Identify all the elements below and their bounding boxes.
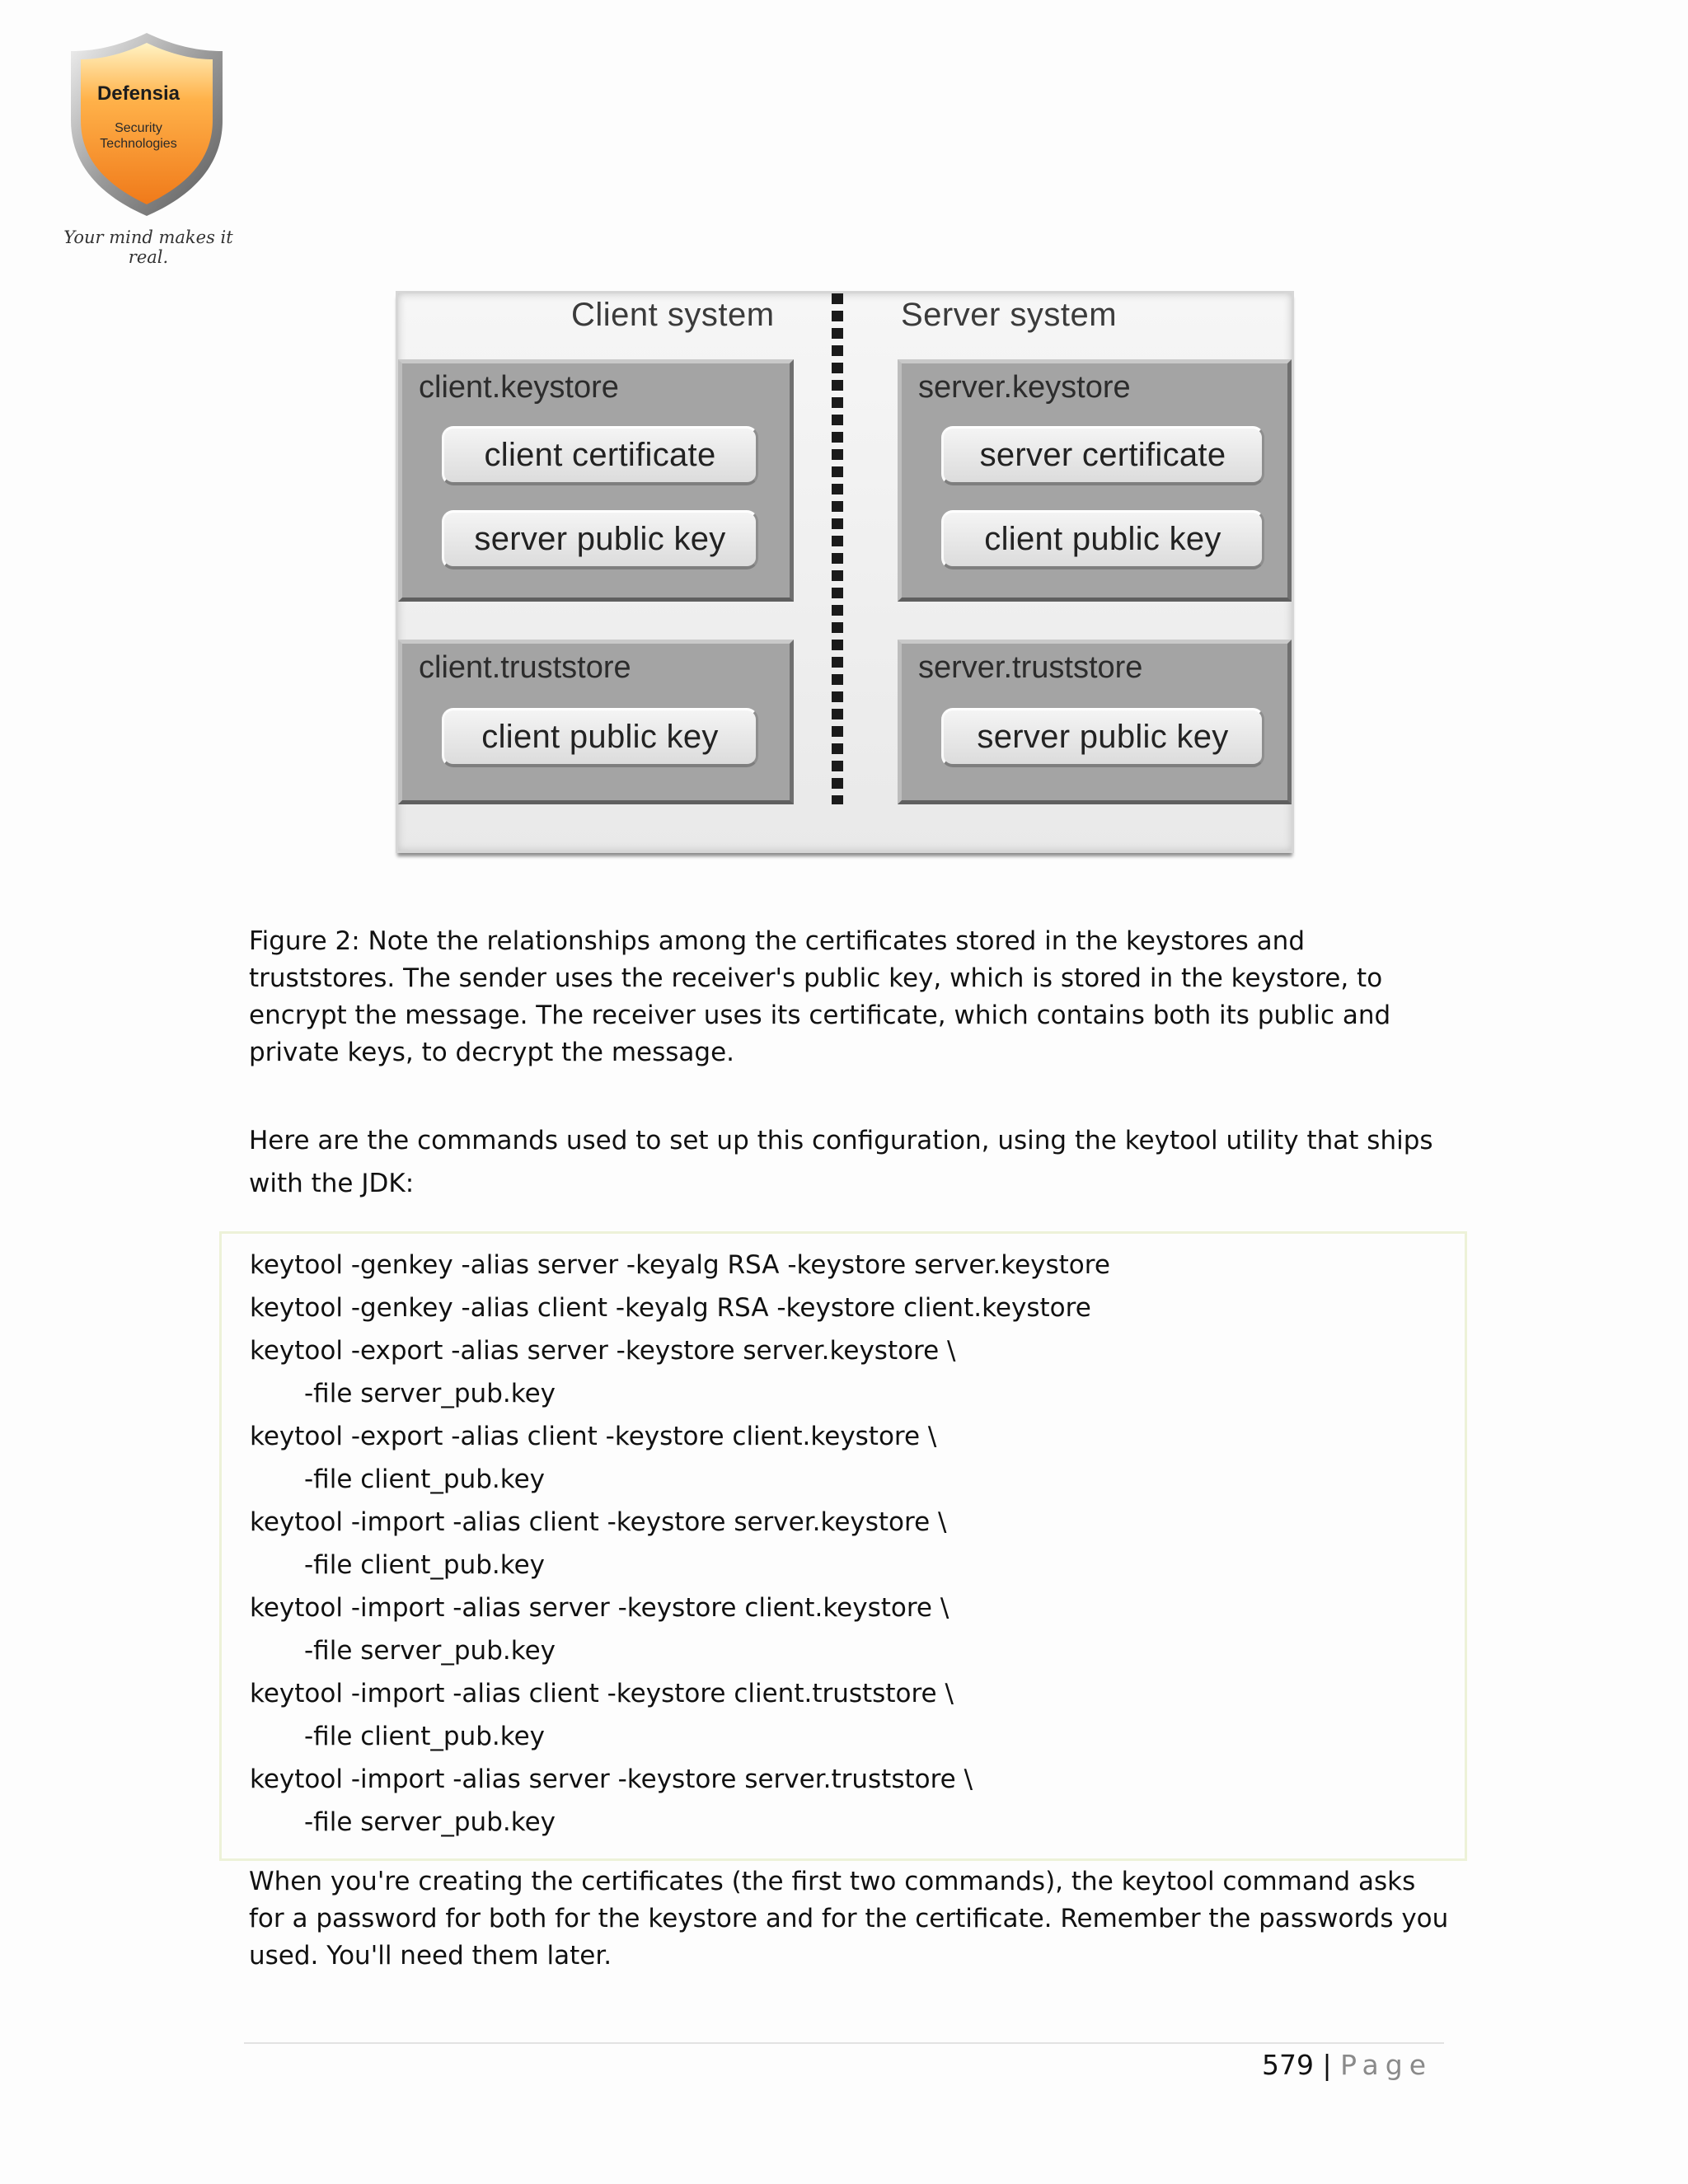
server-keystore-item: server certificate: [941, 426, 1264, 485]
code-line: keytool -export -alias server -keystore server.keystore \: [250, 1336, 956, 1366]
page-footer: [1262, 2049, 1432, 2081]
keystore-diagram: [396, 291, 1294, 853]
client-keystore-item: client certificate: [442, 426, 758, 485]
footer-divider: [244, 2042, 1444, 2044]
code-line: keytool -import -alias server -keystore server.truststore \: [250, 1765, 973, 1794]
code-line: keytool -import -alias client -keystore server.keystore \: [250, 1507, 947, 1537]
logo-subtitle-line2: Technologies: [100, 137, 177, 151]
code-line: -file client_pub.key: [304, 1465, 546, 1494]
client-truststore-title: client.truststore: [419, 650, 631, 685]
logo-subtitle-line1: Security: [115, 121, 162, 135]
page-separator: |: [1322, 2049, 1332, 2081]
client-keystore-title: client.keystore: [419, 370, 619, 405]
server-truststore-box: [898, 640, 1292, 804]
command-listing: [219, 1231, 1467, 1861]
client-truststore-item: client public key: [442, 708, 758, 767]
company-logo: [58, 30, 239, 267]
code-line: -file client_pub.key: [304, 1722, 546, 1751]
client-keystore-box: [398, 359, 794, 602]
figure-caption: Figure 2: Note the relationships among the certificates stored in the keystores and truststores. The sender uses the receiver's public key, which is stored in the keystore, to encrypt the message. The receiver uses its certificate, which contains both its public and private keys, to decrypt the message.: [249, 926, 1391, 1067]
server-keystore-box: [898, 359, 1292, 602]
intro-paragraph: Here are the commands used to set up this configuration, using the keytool utility that ships with the JDK:: [249, 1126, 1433, 1198]
logo-brand: Defensia: [96, 82, 181, 105]
client-truststore-box: [398, 640, 794, 804]
logo-tagline: Your mind makes it real.: [63, 227, 233, 267]
code-line: keytool -import -alias server -keystore client.keystore \: [250, 1593, 950, 1623]
code-line: keytool -genkey -alias server -keyalg RSA -keystore server.keystore: [250, 1250, 1110, 1280]
server-keystore-item: client public key: [941, 510, 1264, 569]
code-line: -file server_pub.key: [304, 1807, 556, 1837]
server-truststore-title: server.truststore: [918, 650, 1143, 685]
client-system-label: Client system: [571, 297, 775, 333]
system-divider: [832, 293, 843, 804]
client-keystore-item: server public key: [442, 510, 758, 569]
code-line: -file server_pub.key: [304, 1379, 556, 1408]
page-word: Page: [1340, 2049, 1432, 2081]
logo-subtitle: [66, 120, 211, 152]
server-system-label: Server system: [901, 297, 1118, 333]
code-line: keytool -genkey -alias client -keyalg RSA -keystore client.keystore: [250, 1293, 1091, 1323]
code-line: keytool -export -alias client -keystore client.keystore \: [250, 1422, 937, 1451]
server-truststore-item: server public key: [941, 708, 1264, 767]
page-number: 579: [1261, 2049, 1314, 2081]
code-line: -file server_pub.key: [304, 1636, 556, 1666]
closing-paragraph: When you're creating the certificates (the first two commands), the keytool command asks for a password for both for the keystore and for the certificate. Remember the passwords you used. You'll need them later.: [249, 1867, 1449, 1971]
code-line: keytool -import -alias client -keystore client.truststore \: [250, 1679, 954, 1708]
code-line: -file client_pub.key: [304, 1550, 546, 1580]
server-keystore-title: server.keystore: [918, 370, 1131, 405]
